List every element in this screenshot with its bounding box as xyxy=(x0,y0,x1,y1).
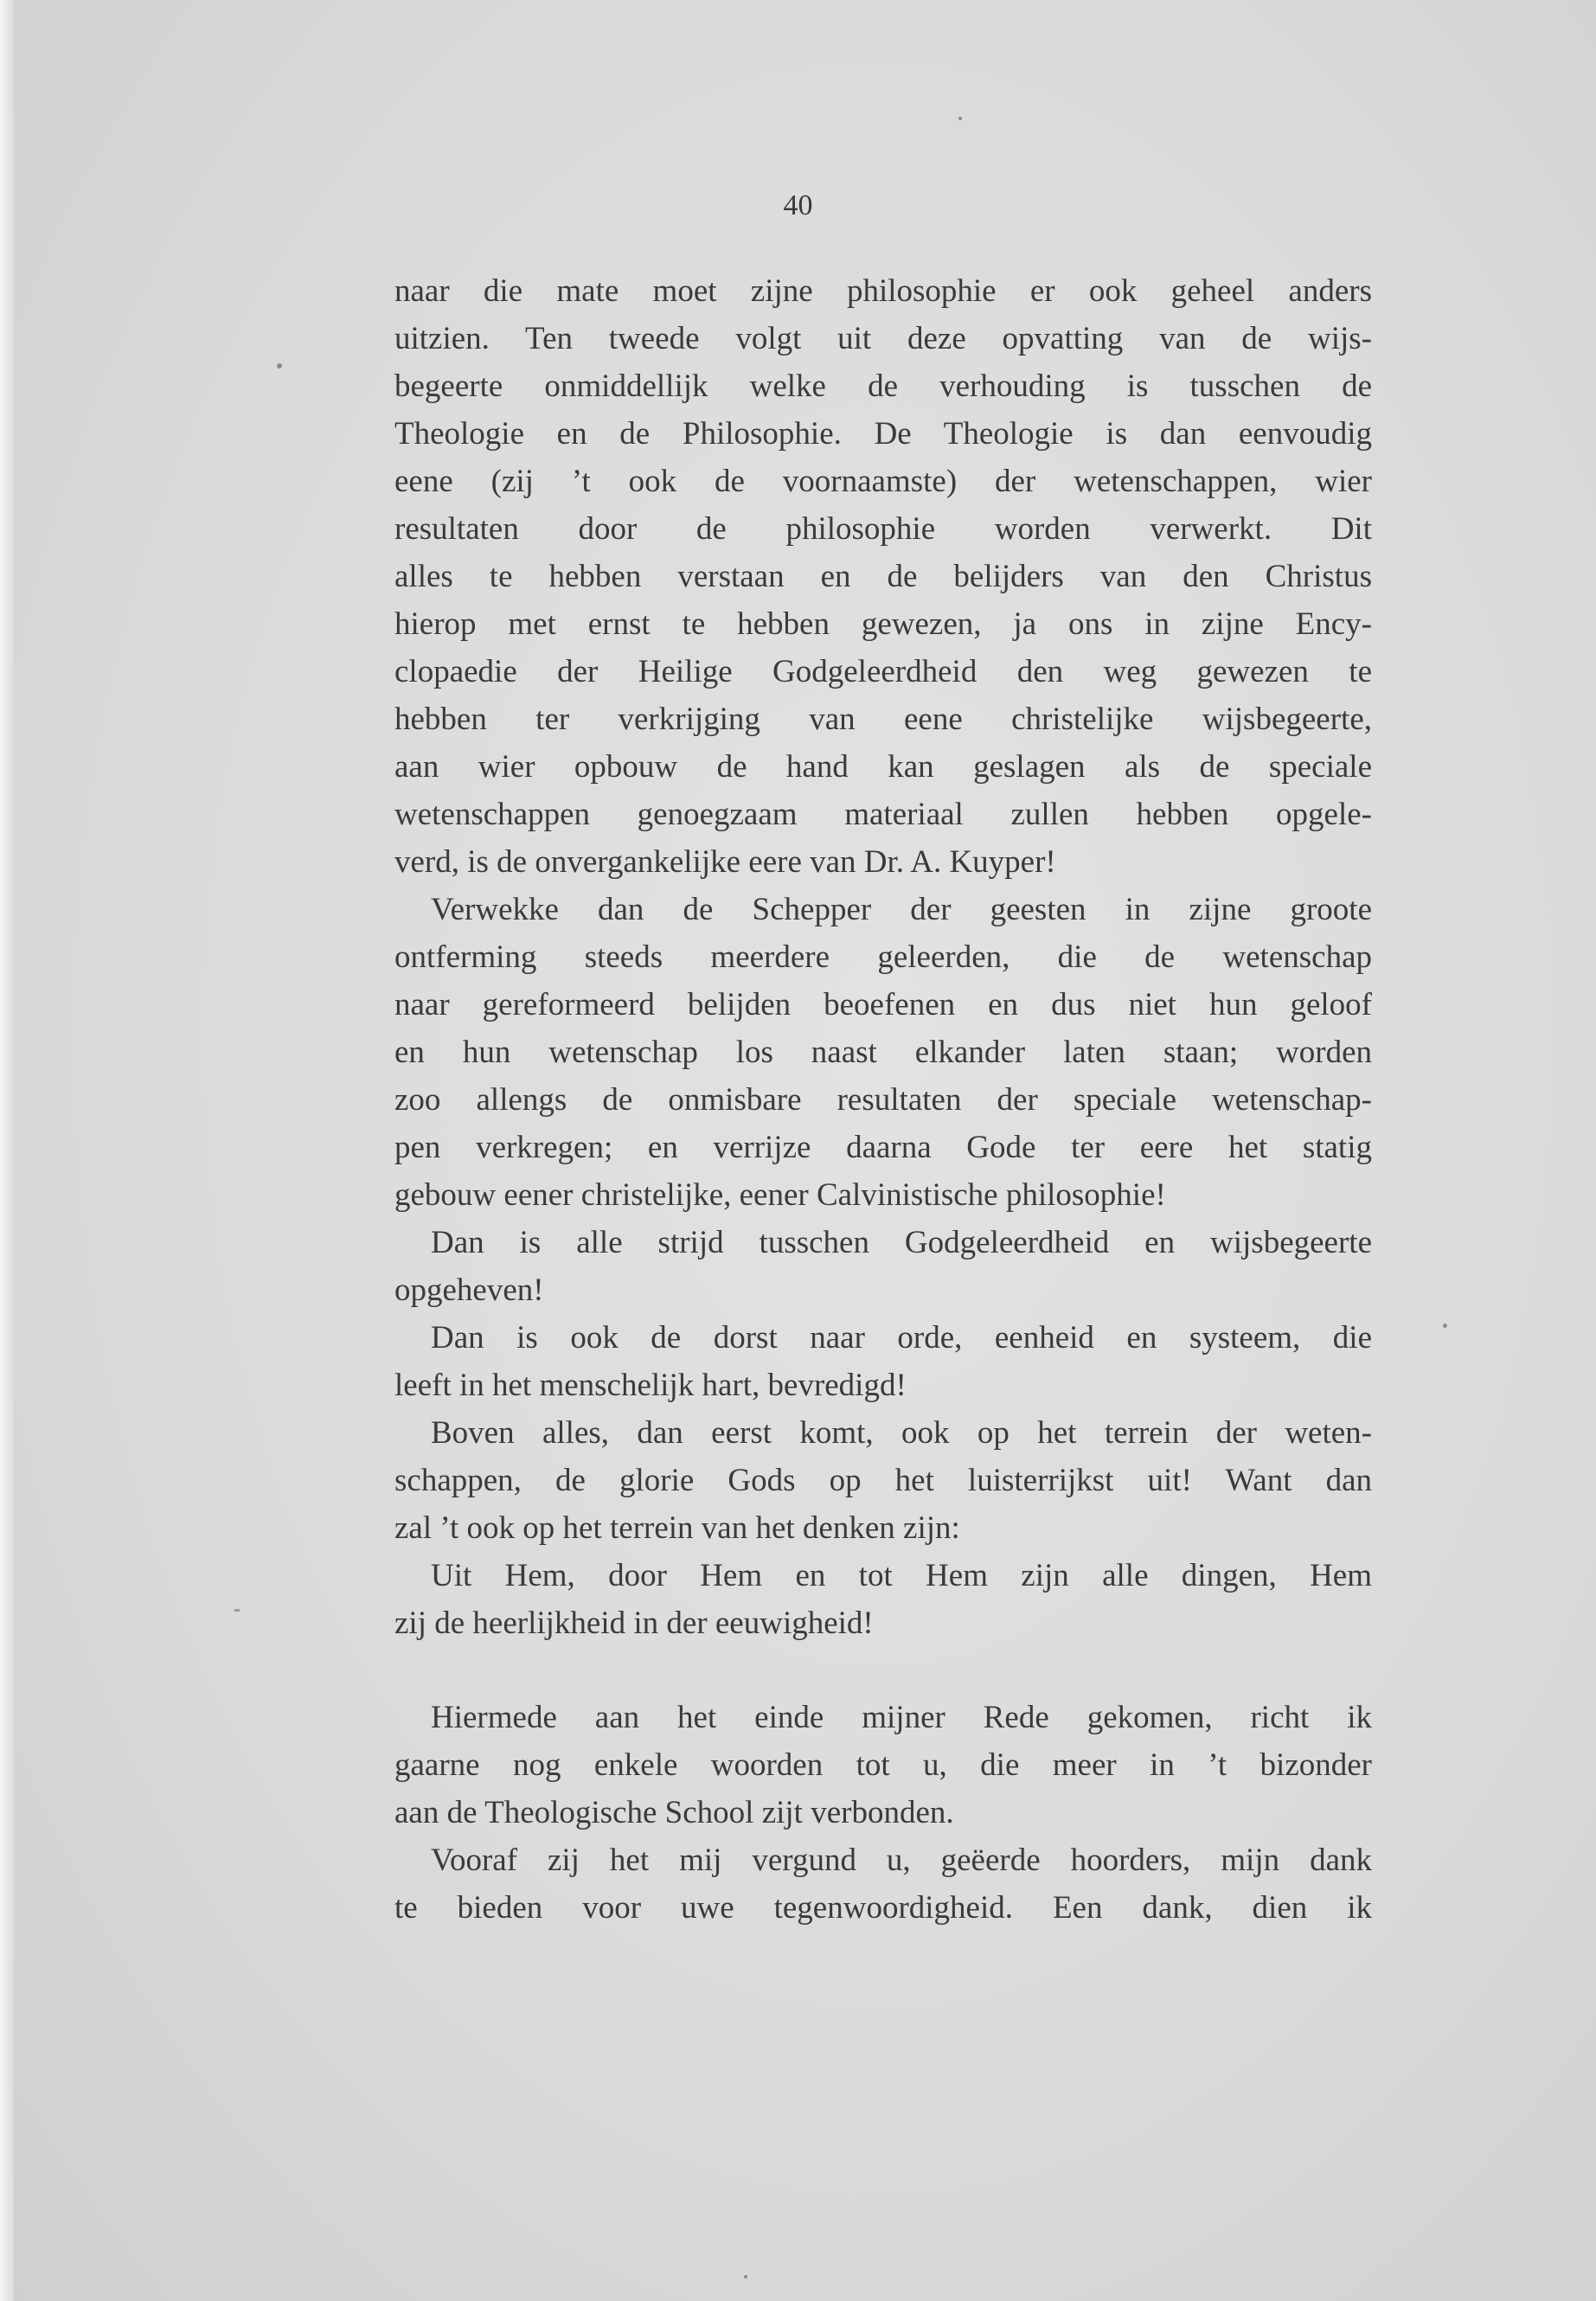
text-line: ontferming steeds meerdere geleerden, die de wetenschap xyxy=(394,939,1372,975)
text-line: pen verkregen; en verrijze daarna Gode ter eere het statig xyxy=(394,1130,1372,1165)
text-line: Theologie en de Philosophie. De Theologie is dan eenvoudig xyxy=(394,416,1372,452)
text-line: aan de Theologische School zijt verbonden. xyxy=(394,1795,954,1830)
paper-speck xyxy=(234,1609,240,1612)
paragraph-start: Uit Hem, door Hem en tot Hem zijn alle dingen, Hem xyxy=(431,1558,1372,1593)
text-line: zal ’t ook op het terrein van het denken zijn: xyxy=(394,1510,960,1546)
text-line: eene (zij ’t ook de voornaamste) der wetenschappen, wier xyxy=(394,464,1372,499)
paragraph-start: Hiermede aan het einde mijner Rede gekomen, richt ik xyxy=(431,1700,1372,1735)
text-line: leeft in het menschelijk hart, bevredigd! xyxy=(394,1368,907,1403)
text-line: opgeheven! xyxy=(394,1272,544,1308)
page-edge xyxy=(0,0,14,2301)
text-line: en hun wetenschap los naast elkander laten staan; worden xyxy=(394,1035,1372,1070)
text-line: verd, is de onvergankelijke eere van Dr. A. Kuyper! xyxy=(394,844,1056,880)
text-line: zoo allengs de onmisbare resultaten der speciale wetenschap- xyxy=(394,1082,1372,1118)
text-line: hierop met ernst te hebben gewezen, ja ons in zijne Ency- xyxy=(394,606,1372,642)
paragraph-start: Dan is alle strijd tusschen Godgeleerdheid en wijsbegeerte xyxy=(431,1225,1372,1260)
page-number: 40 xyxy=(783,189,813,221)
paragraph-start: Boven alles, dan eerst komt, ook op het terrein der weten- xyxy=(431,1415,1372,1451)
text-line: clopaedie der Heilige Godgeleerdheid den weg gewezen te xyxy=(394,654,1372,689)
text-line: naar gereformeerd belijden beoefenen en dus niet hun geloof xyxy=(394,987,1372,1022)
text-line: wetenschappen genoegzaam materiaal zullen hebben opgele- xyxy=(394,797,1372,832)
text-line: gebouw eener christelijke, eener Calvinistische philosophie! xyxy=(394,1177,1166,1213)
paragraph-start: Vooraf zij het mij vergund u, geëerde hoorders, mijn dank xyxy=(431,1843,1372,1878)
paragraph-start: Verwekke dan de Schepper der geesten in zijne groote xyxy=(431,892,1372,927)
text-line: begeerte onmiddellijk welke de verhouding is tusschen de xyxy=(394,369,1372,404)
paper-speck xyxy=(277,363,282,369)
text-line: resultaten door de philosophie worden verwerkt. Dit xyxy=(394,511,1372,547)
section-gap xyxy=(394,1647,1372,1694)
text-line: hebben ter verkrijging van eene christelijke wijsbegeerte, xyxy=(394,702,1372,737)
paper-speck xyxy=(1443,1324,1447,1328)
paragraph-start: Dan is ook de dorst naar orde, eenheid en systeem, die xyxy=(431,1320,1372,1356)
text-line: gaarne nog enkele woorden tot u, die meer in ’t bizonder xyxy=(394,1747,1372,1783)
text-line: naar die mate moet zijne philosophie er ook geheel anders xyxy=(394,273,1372,309)
text-line: schappen, de glorie Gods op het luisterrijkst uit! Want dan xyxy=(394,1463,1372,1498)
body-text xyxy=(394,267,1372,1932)
text-line: alles te hebben verstaan en de belijders van den Christus xyxy=(394,559,1372,594)
paper-speck xyxy=(744,2275,747,2279)
text-line: te bieden voor uwe tegenwoordigheid. Een dank, dien ik xyxy=(394,1890,1372,1926)
text-line: aan wier opbouw de hand kan geslagen als de speciale xyxy=(394,749,1372,785)
text-line: uitzien. Ten tweede volgt uit deze opvatting van de wijs- xyxy=(394,321,1372,356)
text-line: zij de heerlijkheid in der eeuwigheid! xyxy=(394,1606,874,1641)
paper-speck xyxy=(958,117,962,120)
